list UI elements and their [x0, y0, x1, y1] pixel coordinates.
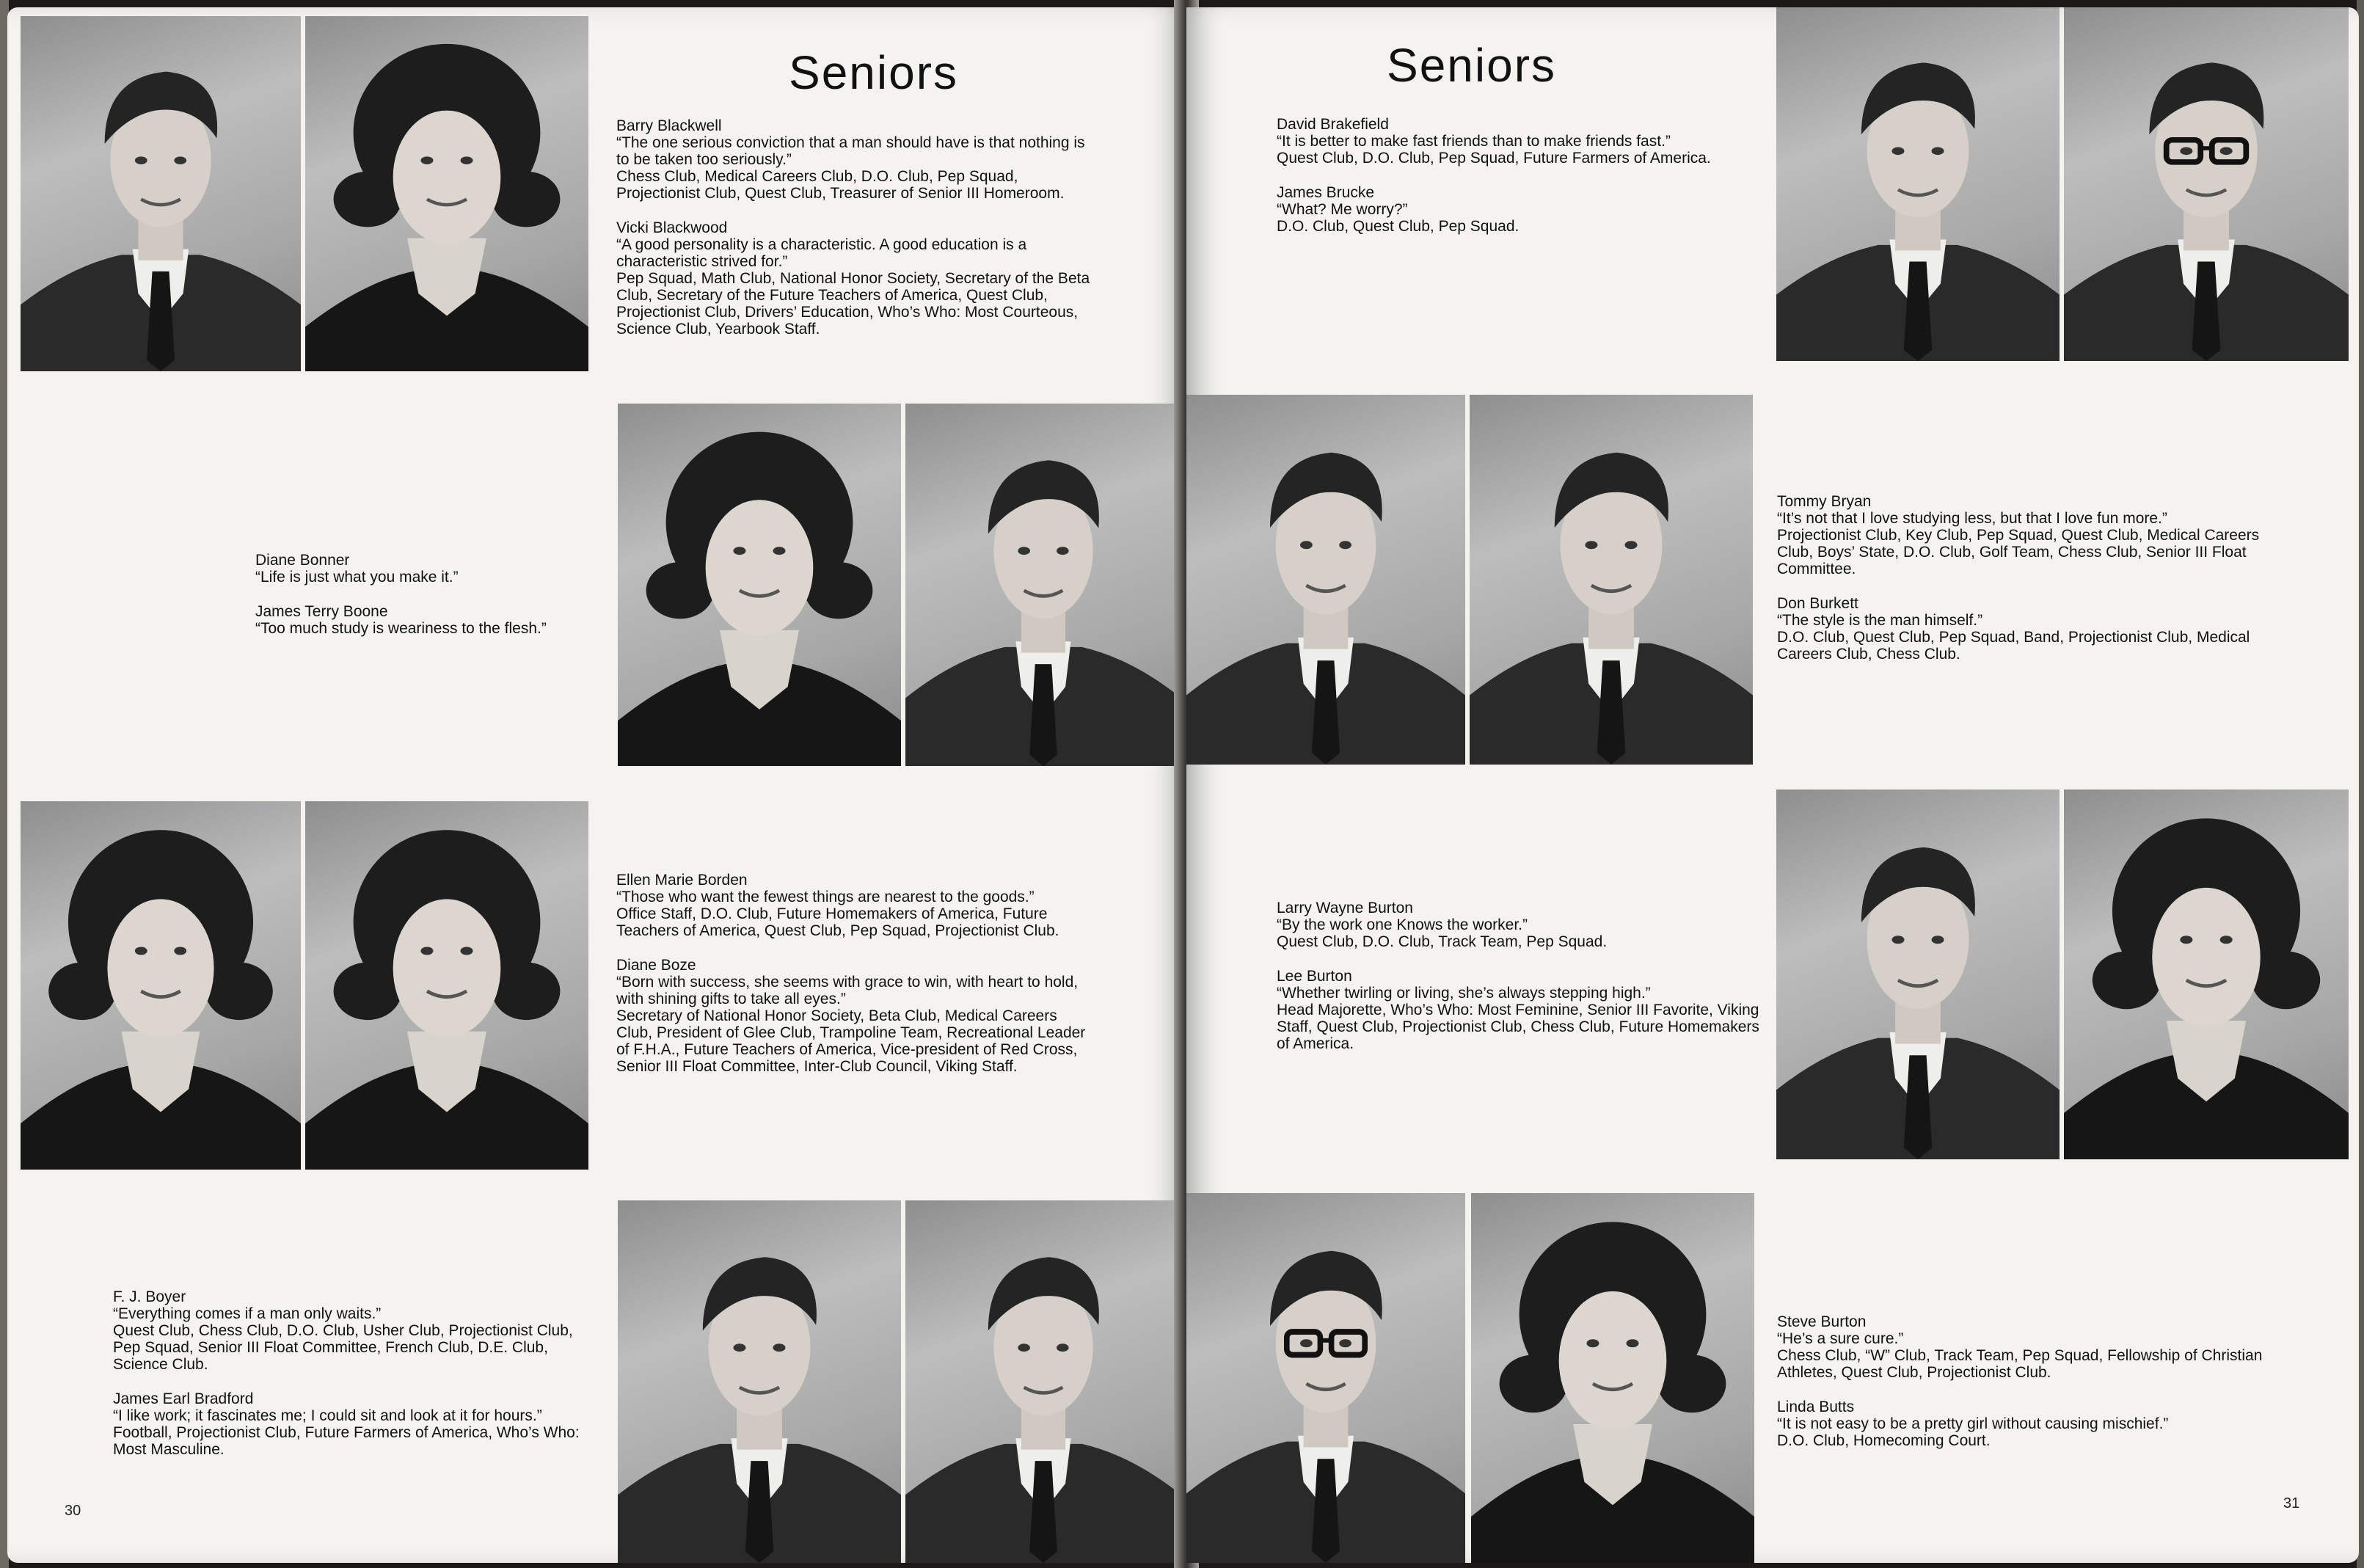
senior-name: Steve Burton — [1777, 1313, 1867, 1330]
senior-activities: D.O. Club, Quest Club, Pep Squad, Band, Projectionist Club, Medical Careers Club, Chess Club. — [1777, 629, 2250, 663]
senior-entry — [1277, 900, 1776, 950]
bio-block — [1277, 900, 1776, 1070]
senior-activities: Quest Club, Chess Club, D.O. Club, Usher Club, Projectionist Club, Pep Squad, Senior III Float Committee, French Club, D.E. Club, Science Club. — [113, 1322, 573, 1373]
senior-entry — [255, 603, 622, 637]
senior-activities: Head Majorette, Who’s Who: Most Feminine, Senior III Favorite, Viking Staff, Quest Club, Projectionist Club, Chess Club, Future Homemakers of America. — [1277, 1002, 1759, 1052]
portrait-silhouette-icon — [21, 801, 301, 1170]
senior-entry — [255, 552, 622, 586]
portrait-silhouette-icon — [305, 16, 588, 371]
senior-name: James Terry Boone — [255, 603, 388, 620]
senior-portrait-female — [21, 801, 301, 1170]
senior-activities: Football, Projectionist Club, Future Farmers of America, Who’s Who: Most Masculine. — [113, 1424, 580, 1458]
senior-name: F. J. Boyer — [113, 1288, 186, 1305]
senior-portrait-female — [305, 16, 588, 371]
senior-name: Linda Butts — [1777, 1399, 1855, 1415]
bio-block — [113, 1288, 590, 1476]
senior-portrait-male — [21, 16, 301, 371]
senior-activities: Chess Club, Medical Careers Club, D.O. Club, Pep Squad, Projectionist Club, Quest Club, Treasurer of Senior III Homeroom. — [616, 168, 1065, 202]
senior-quote: “Those who want the fewest things are nearest to the goods.” — [616, 889, 1035, 905]
bio-block — [1277, 116, 1776, 252]
senior-portrait-male — [1470, 395, 1753, 765]
left-page — [7, 7, 1185, 1563]
senior-quote: “Life is just what you make it.” — [255, 569, 459, 586]
senior-name: Barry Blackwell — [616, 117, 722, 134]
senior-entry — [1277, 968, 1776, 1052]
bio-block — [1777, 1313, 2276, 1467]
portrait-silhouette-icon — [905, 1200, 1181, 1563]
senior-name: Tommy Bryan — [1777, 493, 1872, 510]
senior-entry — [1777, 493, 2276, 577]
senior-activities: Secretary of National Honor Society, Beta Club, Medical Careers Club, President of Glee Club, Trampoline Team, Recreational Leader of F.H.A., Future Teachers of America, Vice-president of Red Cross, Senior III Float Committee, Inter-Club Council, Viking Staff. — [616, 1007, 1086, 1075]
senior-portrait-male — [905, 1200, 1181, 1563]
page-number: 30 — [65, 1503, 81, 1519]
senior-activities: D.O. Club, Quest Club, Pep Squad. — [1277, 218, 1520, 235]
senior-activities: Quest Club, D.O. Club, Pep Squad, Future Farmers of America. — [1277, 150, 1711, 167]
senior-entry — [1277, 116, 1776, 167]
senior-portrait-male — [905, 404, 1181, 766]
portrait-silhouette-icon — [2064, 790, 2349, 1159]
senior-entry — [616, 219, 1093, 338]
senior-activities: D.O. Club, Homecoming Court. — [1777, 1432, 1991, 1449]
senior-quote: “By the work one Knows the worker.” — [1277, 916, 1528, 933]
bio-block — [616, 872, 1093, 1093]
senior-portrait-male — [2064, 7, 2349, 361]
senior-portrait-male — [1776, 7, 2060, 361]
senior-entry — [616, 957, 1093, 1075]
senior-activities: Quest Club, D.O. Club, Track Team, Pep Squad. — [1277, 933, 1608, 950]
portrait-silhouette-icon — [618, 404, 901, 766]
portrait-silhouette-icon — [1186, 395, 1465, 765]
senior-name: Lee Burton — [1277, 968, 1352, 985]
portrait-silhouette-icon — [1776, 7, 2060, 361]
senior-portrait-female — [1471, 1193, 1754, 1563]
senior-name: Ellen Marie Borden — [616, 872, 748, 889]
senior-quote: “The style is the man himself.” — [1777, 612, 1983, 629]
senior-activities: Pep Squad, Math Club, National Honor Society, Secretary of the Beta Club, Secretary of the Future Teachers of America, Quest Club, Projectionist Club, Drivers’ Education, Who’s Who: Most Courteous, Science Club, Yearbook Staff. — [616, 270, 1090, 338]
senior-activities: Chess Club, “W” Club, Track Team, Pep Squad, Fellowship of Christian Athletes, Quest Club, Projectionist Club. — [1777, 1347, 2263, 1381]
senior-entry — [616, 872, 1093, 939]
portrait-silhouette-icon — [905, 404, 1181, 766]
bio-block — [616, 117, 1093, 355]
portrait-silhouette-icon — [21, 16, 301, 371]
senior-activities: Projectionist Club, Key Club, Pep Squad, Quest Club, Medical Careers Club, Boys’ State, D.O. Club, Golf Team, Chess Club, Senior III Float Committee. — [1777, 527, 2260, 577]
senior-entry — [1777, 595, 2276, 663]
senior-quote: “It is not easy to be a pretty girl without causing mischief.” — [1777, 1415, 2169, 1432]
senior-name: Larry Wayne Burton — [1277, 900, 1413, 916]
portrait-silhouette-icon — [2064, 7, 2349, 361]
portrait-silhouette-icon — [1470, 395, 1753, 765]
senior-quote: “The one serious conviction that a man should have is that nothing is to be taken too seriously.” — [616, 134, 1085, 168]
bio-block — [255, 552, 622, 654]
senior-name: Don Burkett — [1777, 595, 1858, 612]
senior-portrait-female — [2064, 790, 2349, 1159]
senior-entry — [616, 117, 1093, 202]
senior-portrait-female — [305, 801, 588, 1170]
senior-quote: “Whether twirling or living, she’s always stepping high.” — [1277, 985, 1651, 1002]
senior-portrait-female — [618, 404, 901, 766]
senior-entry — [113, 1390, 590, 1458]
page-heading: Seniors — [1387, 39, 1556, 92]
senior-portrait-male — [1186, 395, 1465, 765]
senior-name: Diane Bonner — [255, 552, 350, 569]
portrait-silhouette-icon — [1186, 1193, 1465, 1563]
senior-name: James Brucke — [1277, 184, 1375, 201]
senior-quote: “Born with success, she seems with grace to win, with heart to hold, with shining gifts to take all eyes.” — [616, 974, 1079, 1007]
senior-name: Diane Boze — [616, 957, 696, 974]
senior-name: David Brakefield — [1277, 116, 1389, 133]
senior-name: Vicki Blackwood — [616, 219, 728, 236]
senior-entry — [1777, 1399, 2276, 1449]
bio-block — [1777, 493, 2276, 680]
portrait-silhouette-icon — [1776, 790, 2060, 1159]
portrait-silhouette-icon — [1471, 1193, 1754, 1563]
senior-quote: “He’s a sure cure.” — [1777, 1330, 1904, 1347]
senior-portrait-male — [1776, 790, 2060, 1159]
senior-quote: “Too much study is weariness to the flesh.” — [255, 620, 547, 637]
senior-quote: “A good personality is a characteristic. A good education is a characteristic strived for.” — [616, 236, 1027, 270]
senior-quote: “I like work; it fascinates me; I could sit and look at it for hours.” — [113, 1407, 542, 1424]
senior-quote: “Everything comes if a man only waits.” — [113, 1305, 382, 1322]
page-heading: Seniors — [789, 46, 958, 99]
portrait-silhouette-icon — [305, 801, 588, 1170]
portrait-silhouette-icon — [618, 1200, 901, 1563]
right-page — [1186, 7, 2359, 1563]
senior-quote: “It is better to make fast friends than to make friends fast.” — [1277, 133, 1671, 150]
page-number: 31 — [2283, 1495, 2300, 1512]
senior-quote: “It’s not that I love studying less, but that I love fun more.” — [1777, 510, 2167, 527]
senior-activities: Office Staff, D.O. Club, Future Homemakers of America, Future Teachers of America, Quest Club, Pep Squad, Projectionist Club. — [616, 905, 1059, 939]
senior-portrait-male — [618, 1200, 901, 1563]
senior-entry — [113, 1288, 590, 1373]
senior-quote: “What? Me worry?” — [1277, 201, 1408, 218]
senior-entry — [1277, 184, 1776, 235]
senior-entry — [1777, 1313, 2276, 1381]
senior-portrait-male — [1186, 1193, 1465, 1563]
senior-name: James Earl Bradford — [113, 1390, 254, 1407]
